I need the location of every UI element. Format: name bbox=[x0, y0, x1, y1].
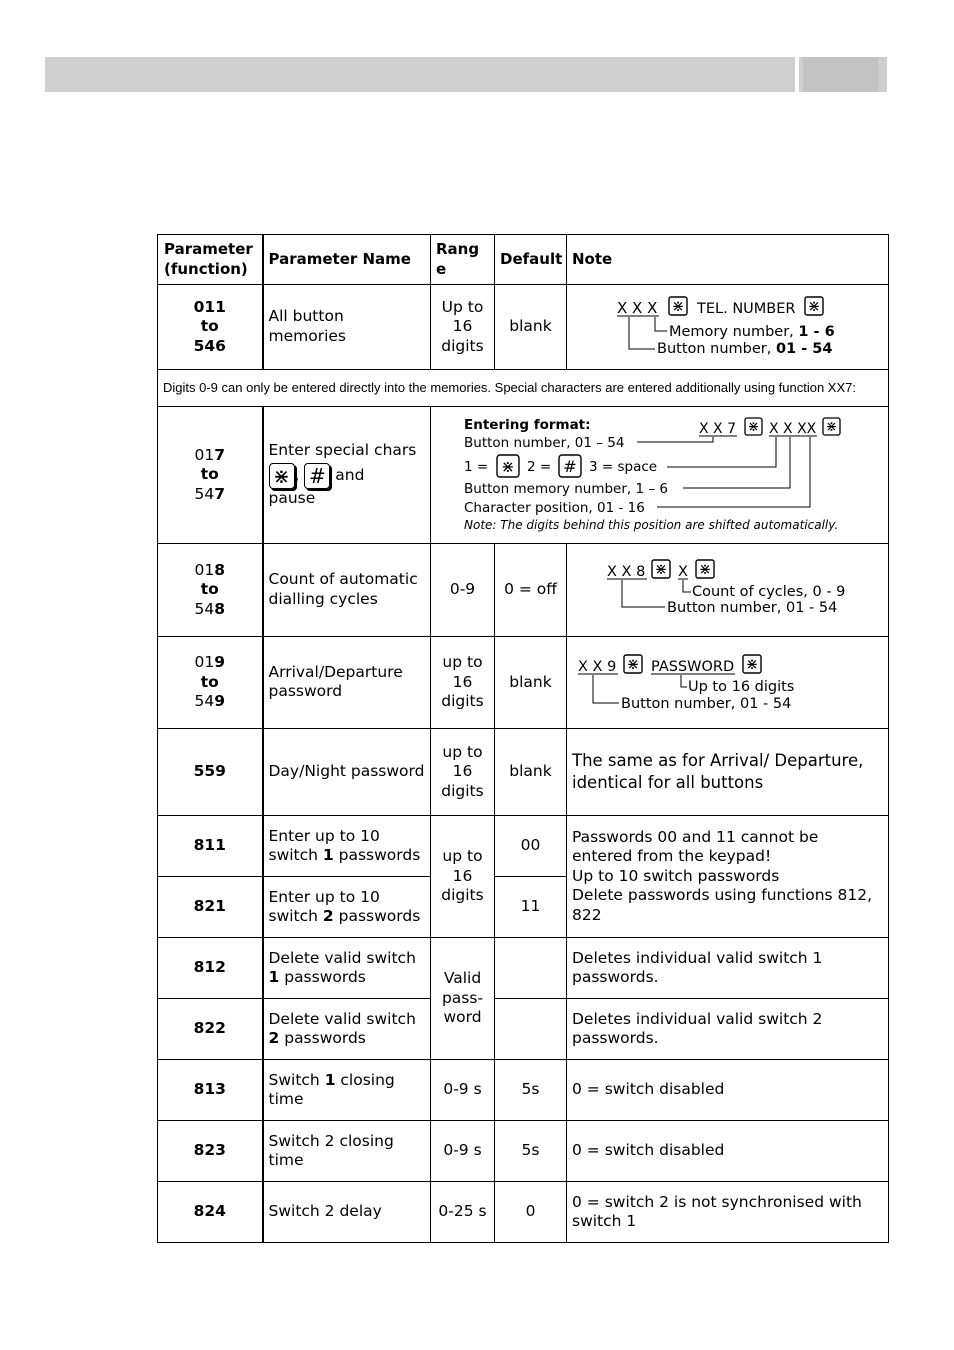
param-default: 5s bbox=[495, 1060, 567, 1121]
note-diagram-017 bbox=[431, 406, 889, 544]
parameter-table bbox=[157, 234, 889, 1243]
star-key-glyph: ⋇ bbox=[626, 654, 640, 673]
password-format-diagram bbox=[567, 637, 887, 723]
param-name: Enter up to 10 switch 2 passwords bbox=[263, 877, 431, 938]
param-code: 813 bbox=[158, 1060, 263, 1121]
param-code: 812 bbox=[158, 938, 263, 999]
param-default bbox=[495, 938, 567, 999]
param-name: Day/Night password bbox=[263, 729, 431, 816]
param-note: Deletes individual valid switch 1 passwords. bbox=[567, 938, 889, 999]
special-chars-format-diagram bbox=[431, 407, 886, 538]
star-key-glyph: ⋇ bbox=[501, 456, 515, 476]
param-name: All button memories bbox=[263, 285, 431, 370]
param-code: 821 bbox=[158, 877, 263, 938]
code-start: 017 bbox=[194, 445, 226, 464]
diagram-count: Count of cycles, 0 - 9 bbox=[692, 584, 846, 600]
param-name: Enter up to 10 switch 1 passwords bbox=[263, 816, 431, 877]
param-default: 0 bbox=[495, 1182, 567, 1243]
param-range: 0-9 s bbox=[431, 1121, 495, 1182]
diagram-button-number: Button number, 01 – 54 bbox=[464, 434, 625, 451]
param-name bbox=[263, 406, 431, 544]
table-header-row bbox=[158, 235, 889, 285]
code-end: 546 bbox=[193, 336, 226, 355]
note-line-3: Delete passwords using functions 812, 822 bbox=[572, 886, 873, 924]
table-row-811 bbox=[158, 816, 889, 877]
diagram-password: PASSWORD bbox=[651, 658, 735, 675]
diagram-format-b: X X XX bbox=[769, 420, 817, 437]
star-key-glyph: ⋇ bbox=[825, 418, 838, 435]
diagram-note: Note: The digits behind this position are shifted automatically. bbox=[464, 517, 839, 532]
diagram-button-number: Button number, 01 - 54 bbox=[621, 695, 792, 712]
param-range: Valid pass-word bbox=[431, 938, 495, 1060]
table-row-019 bbox=[158, 636, 889, 729]
code-to: to bbox=[200, 672, 219, 691]
note-diagram-011 bbox=[567, 285, 889, 370]
param-range: up to 16 digits bbox=[431, 816, 495, 938]
page-header-bar bbox=[45, 57, 887, 92]
hash-key-icon: # bbox=[304, 463, 330, 489]
diagram-key-3: 3 = space bbox=[589, 458, 658, 475]
name-line-1: Enter special chars bbox=[268, 440, 417, 459]
param-note: The same as for Arrival/ Departure, identical for all buttons bbox=[567, 729, 889, 816]
dialling-cycles-diagram bbox=[567, 544, 887, 630]
param-name: Count of automatic dialling cycles bbox=[263, 544, 431, 637]
diagram-up-to: Up to 16 digits bbox=[688, 678, 795, 695]
param-code: 822 bbox=[158, 999, 263, 1060]
param-default: blank bbox=[495, 636, 567, 729]
bracket-line bbox=[681, 675, 687, 687]
star-key-glyph: ⋇ bbox=[671, 297, 685, 315]
header-default: Default bbox=[495, 235, 567, 285]
diagram-mid: X bbox=[678, 564, 688, 580]
star-key-glyph: ⋇ bbox=[698, 560, 712, 578]
param-default: 0 = off bbox=[495, 544, 567, 637]
param-range: up to 16 digits bbox=[431, 636, 495, 729]
param-name: Switch 1 closing time bbox=[263, 1060, 431, 1121]
name-line-2: pause bbox=[268, 489, 316, 508]
param-range: 0-25 s bbox=[431, 1182, 495, 1243]
code-to: to bbox=[200, 317, 219, 335]
star-key-glyph: ⋇ bbox=[745, 654, 759, 673]
diagram-key-1: 1 = bbox=[464, 458, 489, 475]
param-code bbox=[158, 636, 263, 729]
bracket-line bbox=[683, 580, 691, 592]
table-row-813 bbox=[158, 1060, 889, 1121]
diagram-prefix: X X 9 bbox=[578, 658, 617, 675]
star-key-icon: ⋇ bbox=[269, 463, 295, 489]
table-row-822 bbox=[158, 999, 889, 1060]
param-default: 11 bbox=[495, 877, 567, 938]
param-code bbox=[158, 544, 263, 637]
param-name: Switch 2 closing time bbox=[263, 1121, 431, 1182]
page-header-separator bbox=[795, 57, 799, 92]
param-default: 5s bbox=[495, 1121, 567, 1182]
star-key-glyph: ⋇ bbox=[654, 560, 668, 578]
diagram-button-number: Button number, 01 - 54 bbox=[667, 600, 838, 616]
diagram-prefix: X X 8 bbox=[607, 564, 646, 580]
diagram-character-position: Character position, 01 - 16 bbox=[464, 499, 645, 516]
table-row-823 bbox=[158, 1121, 889, 1182]
table-row-digits-note bbox=[158, 369, 889, 406]
table-row-017 bbox=[158, 406, 889, 544]
param-code bbox=[158, 406, 263, 544]
param-note: 0 = switch disabled bbox=[567, 1121, 889, 1182]
diagram-format: X X 7 bbox=[699, 420, 736, 437]
param-range: 0-9 bbox=[431, 544, 495, 637]
note-diagram-018 bbox=[567, 544, 889, 637]
code-start: 018 bbox=[194, 560, 226, 579]
param-note: 0 = switch 2 is not synchronised with switch 1 bbox=[567, 1182, 889, 1243]
bracket-line bbox=[657, 437, 810, 507]
param-note: 0 = switch disabled bbox=[567, 1060, 889, 1121]
bracket-line bbox=[637, 437, 713, 442]
header-note: Note bbox=[567, 235, 889, 285]
digits-note: Digits 0-9 can only be entered directly into the memories. Special characters are entered additionally using function XX7: bbox=[158, 369, 889, 406]
param-note bbox=[567, 816, 889, 938]
param-name: Delete valid switch 2 passwords bbox=[263, 999, 431, 1060]
name-line-keys: ⋇ , # and bbox=[269, 463, 426, 489]
header-parameter: Parameter (function) bbox=[158, 235, 263, 285]
diagram-memory-number: Memory number, 1 - 6 bbox=[669, 324, 835, 340]
param-code: 811 bbox=[158, 816, 263, 877]
code-to: to bbox=[200, 580, 219, 598]
note-diagram-019 bbox=[567, 636, 889, 729]
param-default: 00 bbox=[495, 816, 567, 877]
code-start: 019 bbox=[194, 653, 226, 671]
bracket-line bbox=[593, 675, 619, 703]
code-end: 548 bbox=[194, 599, 226, 618]
bracket-line bbox=[655, 317, 667, 331]
star-key-glyph: ⋇ bbox=[807, 297, 821, 315]
name-and: and bbox=[335, 466, 365, 485]
param-name: Arrival/Departure password bbox=[263, 636, 431, 729]
param-name: Delete valid switch 1 passwords bbox=[263, 938, 431, 999]
param-note: Deletes individual valid switch 2 passwords. bbox=[567, 999, 889, 1060]
table-row-812 bbox=[158, 938, 889, 999]
code-start: 011 bbox=[193, 297, 226, 316]
table-row-824 bbox=[158, 1182, 889, 1243]
bracket-line bbox=[629, 317, 655, 349]
diagram-title: Entering format: bbox=[464, 416, 591, 433]
param-name: Switch 2 delay bbox=[263, 1182, 431, 1243]
param-range: Up to 16 digits bbox=[431, 285, 495, 370]
diagram-tel-number: TEL. NUMBER bbox=[697, 301, 796, 317]
param-default: blank bbox=[495, 285, 567, 370]
table-row-018 bbox=[158, 544, 889, 637]
diagram-prefix: X X X bbox=[617, 299, 658, 317]
hash-key-glyph: # bbox=[563, 456, 577, 476]
page-header-tab bbox=[803, 57, 879, 92]
param-code: 824 bbox=[158, 1182, 263, 1243]
param-range: up to 16 digits bbox=[431, 729, 495, 816]
param-code bbox=[158, 285, 263, 370]
header-parameter-name: Parameter Name bbox=[263, 235, 431, 285]
note-line-1: Passwords 00 and 11 cannot be entered from the keypad! bbox=[572, 827, 819, 866]
param-range: 0-9 s bbox=[431, 1060, 495, 1121]
memory-format-diagram bbox=[567, 285, 887, 363]
param-code: 823 bbox=[158, 1121, 263, 1182]
diagram-button-number: Button number, 01 - 54 bbox=[657, 341, 833, 357]
param-default: blank bbox=[495, 729, 567, 816]
diagram-key-2: 2 = bbox=[527, 458, 552, 475]
star-key-glyph: ⋇ bbox=[747, 418, 760, 435]
code-to: to bbox=[200, 465, 219, 483]
code-end: 549 bbox=[194, 692, 226, 710]
note-line-2: Up to 10 switch passwords bbox=[572, 866, 780, 885]
param-code: 559 bbox=[158, 729, 263, 816]
code-end: 547 bbox=[194, 484, 226, 503]
header-range: Rang e bbox=[431, 235, 495, 285]
param-default bbox=[495, 999, 567, 1060]
diagram-memory-number: Button memory number, 1 – 6 bbox=[464, 480, 668, 497]
table-row-559 bbox=[158, 729, 889, 816]
bracket-line bbox=[622, 580, 665, 607]
table-row-011 bbox=[158, 285, 889, 370]
bracket-line bbox=[683, 437, 790, 488]
